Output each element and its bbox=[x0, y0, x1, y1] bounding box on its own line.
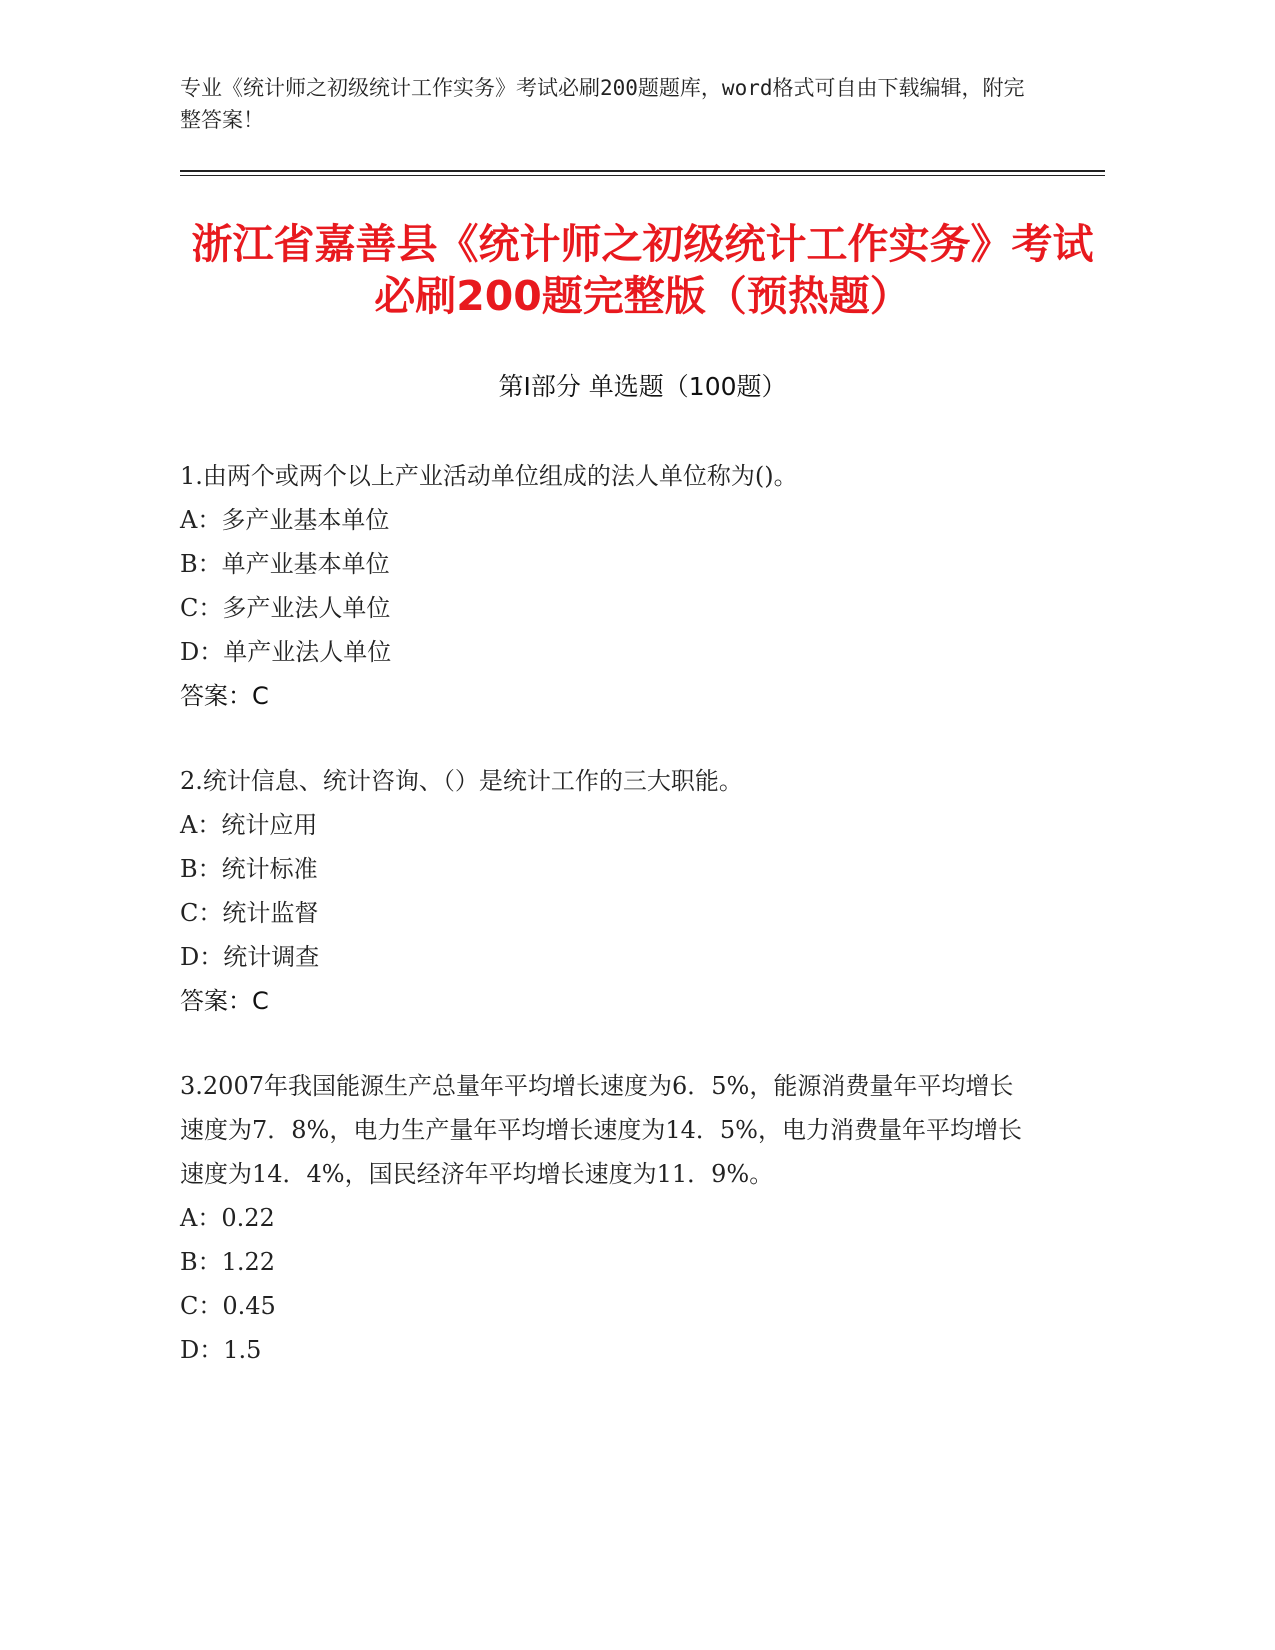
header-rule-thick bbox=[180, 170, 1105, 172]
option-a: A：统计应用 bbox=[180, 811, 318, 839]
question-2 bbox=[180, 759, 1030, 1023]
question-stem: 2.统计信息、统计咨询、（）是统计工作的三大职能。 bbox=[180, 767, 743, 795]
question-3 bbox=[180, 1064, 1030, 1372]
option-d: D：单产业法人单位 bbox=[180, 638, 392, 666]
header-rule-thin bbox=[180, 175, 1105, 176]
document-title: 浙江省嘉善县《统计师之初级统计工作实务》考试必刷200题完整版（预热题） bbox=[191, 220, 1094, 320]
option-d: D：1.5 bbox=[180, 1336, 262, 1364]
header-note: 专业《统计师之初级统计工作实务》考试必刷200题题库，word格式可自由下载编辑，附完整答案！ bbox=[180, 76, 1025, 132]
option-b: B：1.22 bbox=[180, 1248, 276, 1276]
question-stem: 3.2007年我国能源生产总量年平均增长速度为6．5%，能源消费量年平均增长速度为7．8%，电力生产量年平均增长速度为14．5%，电力消费量年平均增长速度为14．4%，国民经济年平均增长速度为11．9%。 bbox=[180, 1072, 1022, 1188]
answer: 答案：C bbox=[180, 682, 269, 710]
option-c: C：0.45 bbox=[180, 1292, 276, 1320]
option-b: B：单产业基本单位 bbox=[180, 550, 390, 578]
option-a: A：0.22 bbox=[180, 1204, 275, 1232]
option-a: A：多产业基本单位 bbox=[180, 506, 390, 534]
option-b: B：统计标准 bbox=[180, 855, 318, 883]
option-d: D：统计调查 bbox=[180, 943, 320, 971]
question-1 bbox=[180, 454, 1030, 718]
question-stem: 1.由两个或两个以上产业活动单位组成的法人单位称为()。 bbox=[180, 462, 798, 490]
option-c: C：多产业法人单位 bbox=[180, 594, 391, 622]
section-title: 第Ⅰ部分 单选题（100题） bbox=[498, 372, 787, 401]
option-c: C：统计监督 bbox=[180, 899, 319, 927]
answer: 答案：C bbox=[180, 987, 269, 1015]
